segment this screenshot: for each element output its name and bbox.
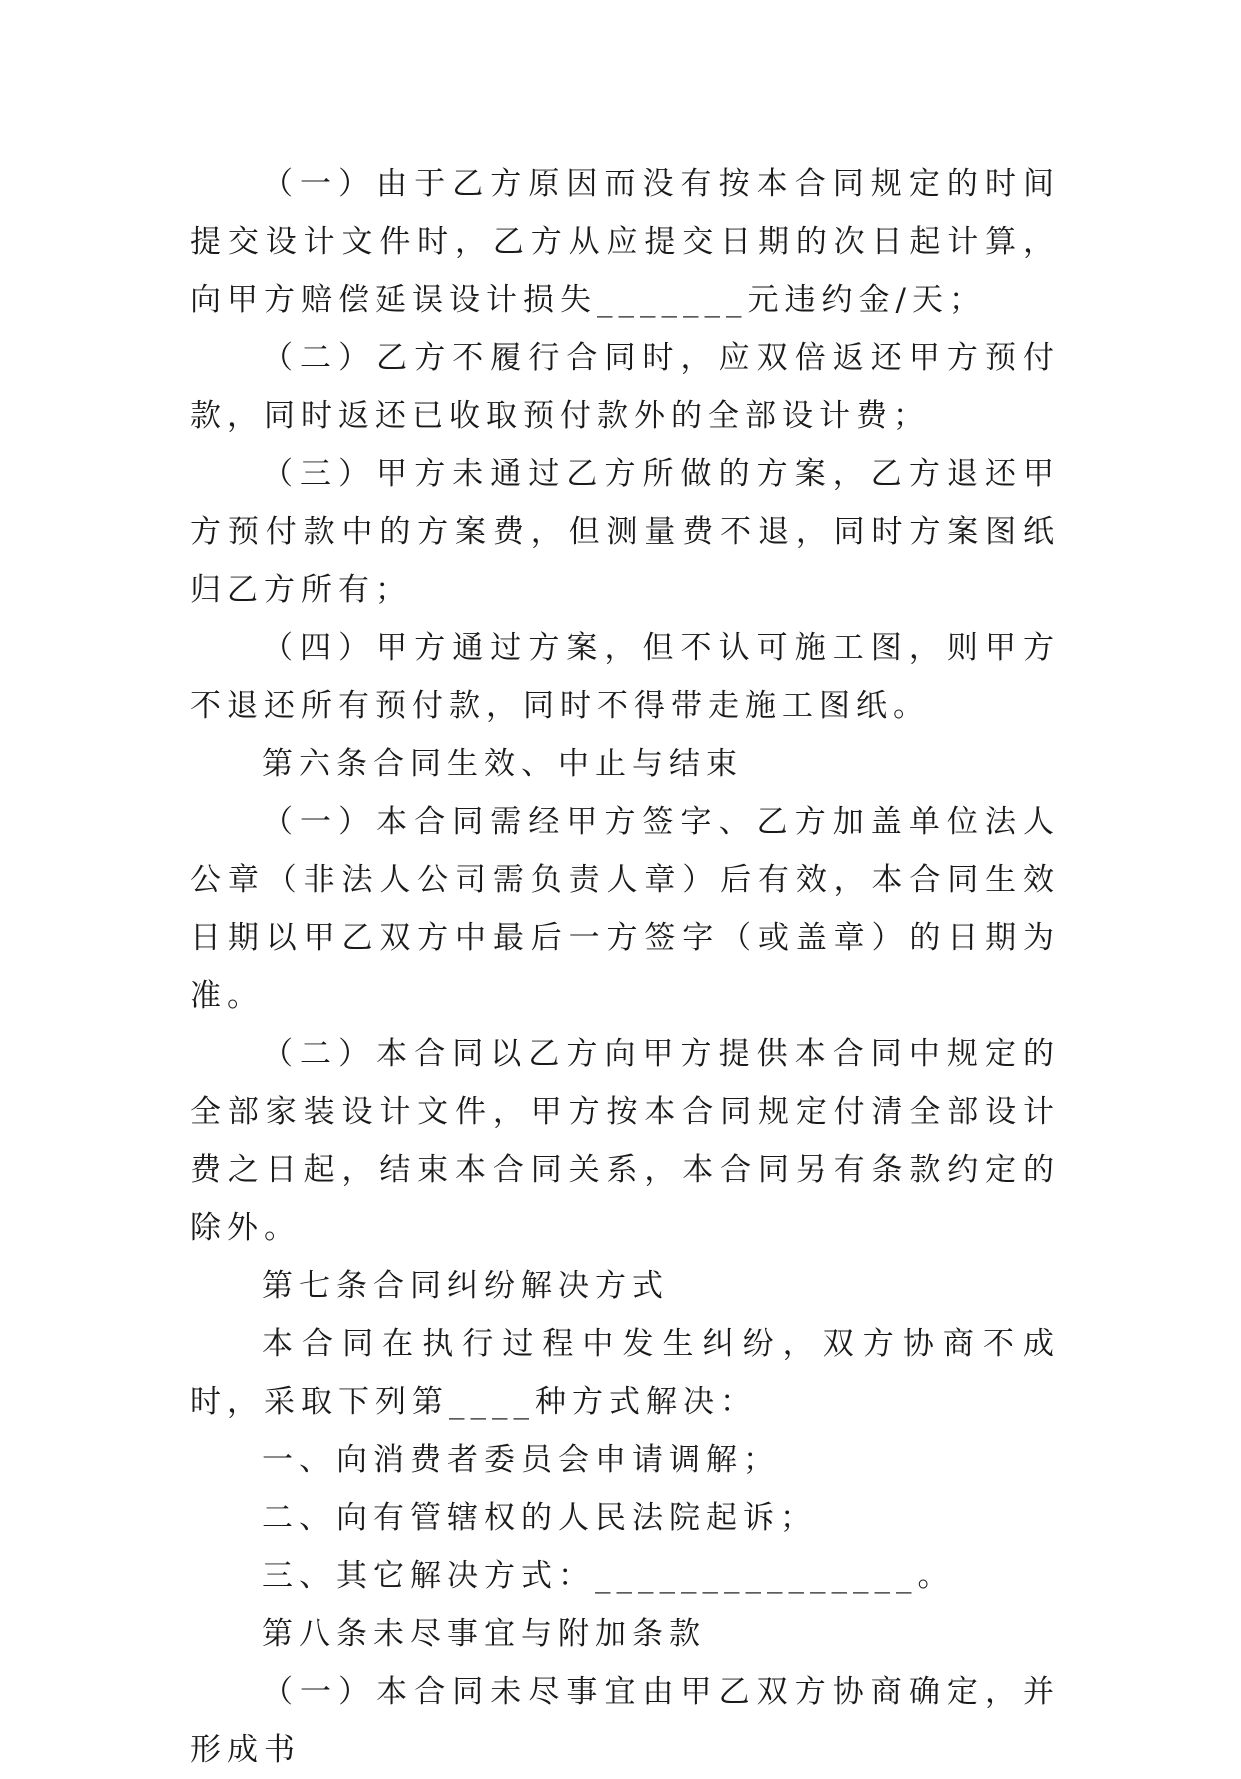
- paragraph-contract-end: （二）本合同以乙方向甲方提供本合同中规定的全部家装设计文件，甲方按本合同规定付清全部设计费之日起，结束本合同关系，本合同另有条款约定的除外。: [190, 1036, 1060, 1246]
- paragraph-dispute-method: 本合同在执行过程中发生纠纷，双方协商不成时，采取下列第____种方式解决：: [190, 1326, 1060, 1420]
- heading-article-7: 第七条合同纠纷解决方式: [262, 1268, 669, 1304]
- heading-article-8: 第八条未尽事宜与附加条款: [262, 1616, 706, 1652]
- paragraph-construction-drawing: （四）甲方通过方案，但不认可施工图，则甲方不退还所有预付款，同时不得带走施工图纸。: [190, 630, 1060, 724]
- paragraph-effective-date: （一）本合同需经甲方签字、乙方加盖单位法人公章（非法人公司需负责人章）后有效，本合同生效日期以甲乙双方中最后一方签字（或盖章）的日期为准。: [190, 804, 1060, 1014]
- paragraph-supplementary: （一）本合同未尽事宜由甲乙双方协商确定，并形成书: [190, 1674, 1060, 1768]
- paragraph-penalty-breach: （二）乙方不履行合同时，应双倍返还甲方预付款，同时返还已收取预付款外的全部设计费；: [190, 340, 1060, 434]
- list-item-court: 二、向有管辖权的人民法院起诉；: [262, 1500, 817, 1536]
- heading-article-6: 第六条合同生效、中止与结束: [262, 746, 743, 782]
- document-body: [190, 155, 1060, 1779]
- paragraph-penalty-delay: （一）由于乙方原因而没有按本合同规定的时间提交设计文件时，乙方从应提交日期的次日起计算，向甲方赔偿延误设计损失_______元违约金/天；: [190, 166, 1060, 318]
- list-item-mediation: 一、向消费者委员会申请调解；: [262, 1442, 780, 1478]
- paragraph-plan-rejected: （三）甲方未通过乙方所做的方案，乙方退还甲方预付款中的方案费，但测量费不退，同时方案图纸归乙方所有；: [190, 456, 1060, 608]
- list-item-other: 三、其它解决方式：_______________。: [262, 1558, 955, 1594]
